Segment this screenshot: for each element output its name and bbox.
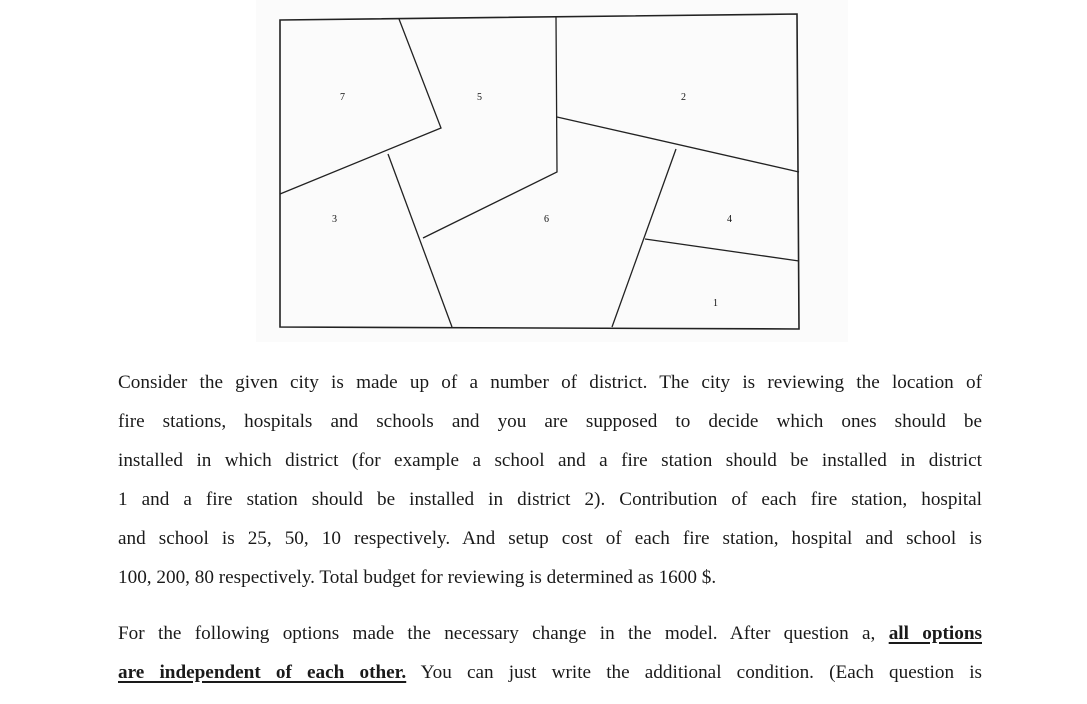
- district-label-7: 7: [340, 92, 345, 103]
- instructions-line-2: [118, 653, 982, 692]
- paragraph-line: and school is 25, 50, 10 respectively. And setup cost of each fire station, hospital and school is: [118, 528, 982, 549]
- instructions-paragraph: [118, 614, 982, 692]
- paragraph-line: 1 and a fire station should be installed in district 2). Contribution of each fire station, hospital: [118, 489, 982, 510]
- problem-description-paragraph: [118, 363, 982, 597]
- paragraph-line: fire stations, hospitals and schools and you are supposed to decide which ones should be: [118, 411, 982, 432]
- district-label-6: 6: [544, 214, 549, 225]
- district-label-3: 3: [332, 214, 337, 225]
- district-label-2: 2: [681, 92, 686, 103]
- district-label-4: 4: [727, 214, 732, 225]
- instructions-line-1: [118, 614, 982, 653]
- instructions-text: For the following options made the necessary change in the model. After question a,: [118, 623, 876, 644]
- district-label-5: 5: [477, 92, 482, 103]
- instructions-text: You can just write the additional condition. (Each question is: [406, 662, 982, 683]
- paragraph-line: 100, 200, 80 respectively. Total budget for reviewing is determined as 1600 $.: [118, 567, 717, 588]
- map-background: [256, 0, 848, 342]
- emphasis-independent: are independent of each other.: [118, 662, 407, 683]
- district-map-figure: [256, 0, 848, 342]
- emphasis-all-options: all options: [888, 623, 982, 644]
- paragraph-line: Consider the given city is made up of a number of district. The city is reviewing the location of: [118, 372, 982, 393]
- paragraph-line: installed in which district (for example a school and a fire station should be installed in district: [118, 450, 982, 471]
- district-map: [256, 0, 848, 342]
- district-label-1: 1: [713, 298, 718, 309]
